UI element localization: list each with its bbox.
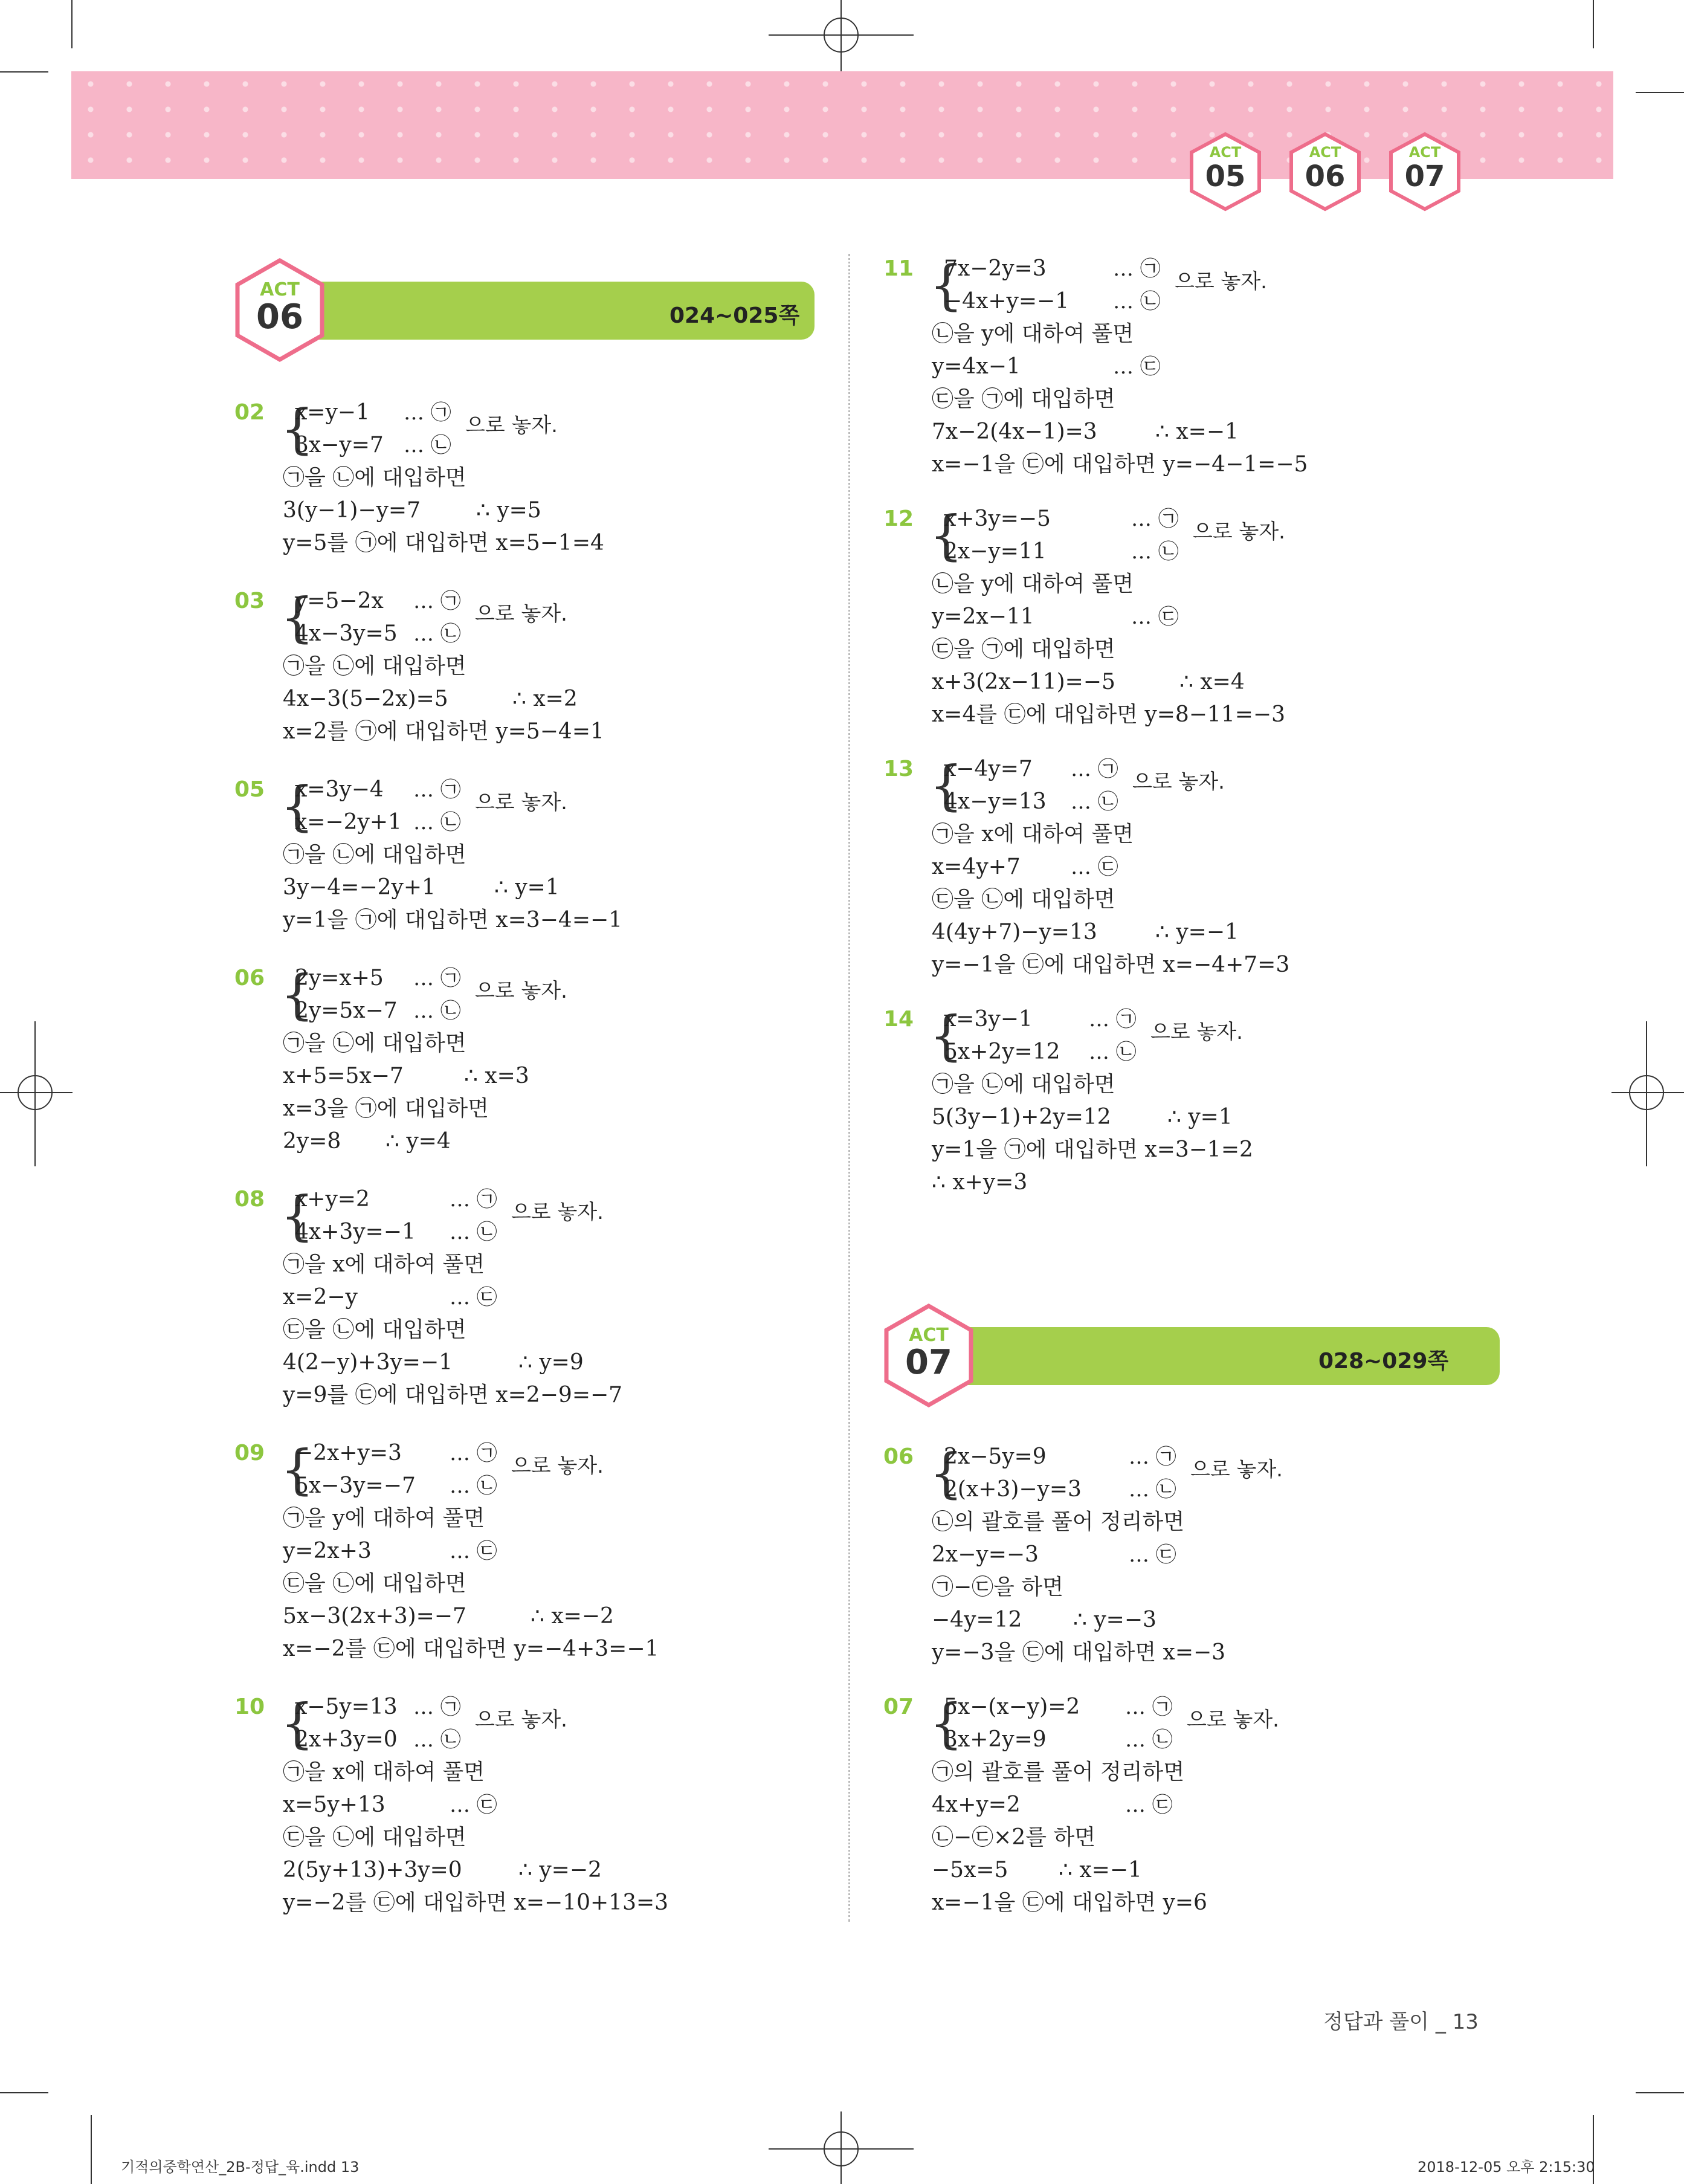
marker-1: … ㉠	[1129, 1445, 1176, 1469]
brace-icon: {	[929, 1442, 963, 1504]
solution-line: ㉢을 ㉡에 대입하면	[283, 1317, 466, 1342]
step-result: ∴ x=−2	[531, 1604, 614, 1629]
equation-system	[280, 396, 604, 462]
brace-icon: {	[929, 1692, 963, 1754]
marker-1: … ㉠	[450, 1187, 497, 1212]
equation-system	[280, 962, 567, 1027]
step-result: ∴ y=9	[518, 1350, 584, 1375]
step-result: ∴ y=−1	[1155, 920, 1239, 945]
system-suffix: 으로 놓자.	[475, 979, 567, 1003]
equation-2: 4x−3y=5	[295, 621, 398, 646]
equation-system	[929, 1441, 1283, 1506]
problem-number: 07	[883, 1695, 914, 1719]
step-equation: y=2x−11	[932, 604, 1034, 629]
marker-2: … ㉡	[413, 1728, 461, 1752]
crop-mark-top-left-h	[0, 71, 48, 73]
equation-2: 4x−y=13	[944, 789, 1047, 814]
marker-3: … ㉢	[1113, 355, 1161, 379]
crop-mark-top-left-v	[71, 0, 73, 48]
solution-line: ㉠을 y에 대하여 풀면	[283, 1506, 485, 1531]
equation-system	[280, 1437, 659, 1502]
solution-line: y=1을 ㉠에 대입하면 x=3−1=2	[932, 1137, 1253, 1162]
system-suffix: 으로 놓자.	[511, 1200, 604, 1224]
solution-line: ㉠을 ㉡에 대입하면	[283, 654, 466, 679]
step-equation: 2y=8	[283, 1129, 341, 1154]
system-suffix: 으로 놓자.	[1190, 1458, 1283, 1482]
problem-body	[929, 753, 1290, 981]
act-tab-label: ACT	[1408, 144, 1441, 161]
solution-line	[283, 1281, 622, 1314]
marker-2: … ㉡	[1125, 1728, 1173, 1752]
solution-line: x=3을 ㉠에 대입하면	[283, 1096, 489, 1121]
system-suffix: 으로 놓자.	[511, 1454, 604, 1478]
step-equation: y=4x−1	[932, 354, 1021, 379]
marker-1: … ㉠	[1089, 1007, 1137, 1032]
problem-body	[280, 962, 567, 1158]
brace-icon: {	[280, 398, 314, 460]
problem-number: 03	[234, 589, 265, 613]
equation-2: 4x+3y=−1	[295, 1220, 416, 1244]
equation-1: 5x−(x−y)=2	[944, 1695, 1080, 1719]
solution-line	[283, 683, 604, 716]
crop-mark-bottom-left-v	[91, 2115, 92, 2184]
solution-line	[932, 1101, 1253, 1134]
solution-line: ∴ x+y=3	[932, 1170, 1028, 1195]
marker-2: … ㉡	[404, 433, 451, 457]
brace-icon: {	[280, 586, 314, 648]
equation-2: 3x−y=7	[295, 433, 384, 457]
problem-body	[929, 503, 1285, 731]
step-equation: 5(3y−1)+2y=12	[932, 1105, 1111, 1129]
solution-line: y=−1을 ㉢에 대입하면 x=−4+7=3	[932, 952, 1290, 977]
problem-number: 11	[883, 256, 914, 281]
solution-line: ㉠−㉢을 하면	[932, 1575, 1063, 1600]
solution-line	[283, 1600, 659, 1633]
brace-icon: {	[280, 1692, 314, 1754]
equation-1: x=3y−4	[295, 777, 384, 802]
system-suffix: 으로 놓자.	[1187, 1708, 1279, 1732]
solution-line	[932, 1854, 1207, 1887]
crop-mark-bottom-right-h	[1636, 2092, 1684, 2093]
marker-2: … ㉡	[450, 1474, 497, 1498]
step-equation: y=2x+3	[283, 1539, 372, 1563]
problem-number: 09	[234, 1441, 265, 1465]
equation-2: 2(x+3)−y=3	[944, 1477, 1082, 1502]
step-result: ∴ x=2	[512, 687, 578, 711]
equation-1: x+y=2	[295, 1187, 370, 1212]
solution-line: ㉡을 y에 대하여 풀면	[932, 321, 1134, 346]
solution-line: ㉢을 ㉠에 대입하면	[932, 387, 1115, 412]
brace-icon: {	[929, 754, 963, 816]
solution-line: y=1을 ㉠에 대입하면 x=3−4=−1	[283, 908, 623, 932]
step-result: ∴ y=5	[476, 498, 541, 523]
problem-body	[280, 1691, 669, 1919]
marker-1: … ㉠	[1071, 757, 1118, 781]
solution-line: x=4를 ㉢에 대입하면 y=8−11=−3	[932, 702, 1285, 727]
system-suffix: 으로 놓자.	[1175, 270, 1267, 294]
registration-mark-right	[1611, 1021, 1684, 1166]
equation-1: x=y−1	[295, 400, 370, 425]
act-tab-05	[1189, 132, 1262, 212]
crop-mark-top-right-h	[1636, 92, 1684, 93]
solution-line: ㉠을 x에 대하여 풀면	[283, 1252, 485, 1277]
equation-system	[280, 774, 622, 839]
equation-2: 5x−3y=−7	[295, 1473, 416, 1498]
solution-line: ㉢을 ㉡에 대입하면	[932, 887, 1115, 912]
equation-2: 5x+2y=12	[944, 1039, 1060, 1064]
solution-line: x=2를 ㉠에 대입하면 y=5−4=1	[283, 719, 604, 744]
problem-body	[280, 1437, 659, 1665]
equation-system	[280, 1691, 668, 1756]
equation-2: −4x+y=−1	[944, 289, 1069, 314]
step-result: ∴ y=−2	[518, 1858, 602, 1882]
equation-system	[280, 585, 604, 650]
crop-mark-top-right-v	[1593, 0, 1594, 48]
marker-2: … ㉡	[413, 999, 461, 1023]
brace-icon: {	[929, 1004, 963, 1067]
problem-body	[280, 585, 604, 748]
equation-system	[929, 1691, 1279, 1756]
equation-1: x=3y−1	[944, 1007, 1033, 1032]
problem-number: 10	[234, 1695, 265, 1719]
solution-line: y=9를 ㉢에 대입하면 x=2−9=−7	[283, 1383, 623, 1407]
marker-2: … ㉡	[413, 810, 461, 835]
system-suffix: 으로 놓자.	[465, 413, 558, 438]
problem-body	[929, 1003, 1253, 1199]
section-act-label: ACT	[260, 279, 300, 300]
step-equation: x=4y+7	[932, 855, 1021, 879]
equation-2: 2y=5x−7	[295, 998, 398, 1023]
act-tab-number: 07	[1404, 160, 1445, 193]
problem-number: 02	[234, 400, 265, 425]
registration-mark-bottom	[769, 2111, 914, 2184]
section-header-act-07	[883, 1303, 1463, 1412]
marker-1: … ㉠	[1113, 257, 1161, 281]
step-equation: 4x+y=2	[932, 1792, 1021, 1817]
solution-line	[283, 1789, 668, 1821]
marker-3: … ㉢	[450, 1539, 497, 1563]
equation-1: 2x−5y=9	[944, 1444, 1047, 1469]
solution-line: ㉡의 괄호를 풀어 정리하면	[932, 1510, 1185, 1534]
brace-icon: {	[280, 1184, 314, 1247]
marker-3: … ㉢	[450, 1285, 497, 1310]
problem-number: 05	[234, 777, 265, 802]
step-equation: −5x=5	[932, 1858, 1008, 1882]
equation-1: x−5y=13	[295, 1695, 398, 1719]
act-tab-07	[1389, 132, 1461, 212]
column-divider	[848, 254, 850, 1922]
solution-line	[283, 1060, 529, 1093]
brace-icon: {	[929, 504, 963, 566]
marker-2: … ㉡	[1071, 790, 1118, 814]
header-band	[71, 71, 1613, 179]
step-result: ∴ y=1	[1167, 1105, 1233, 1129]
solution-line	[283, 1535, 659, 1568]
equation-1: y=5−2x	[295, 589, 384, 613]
page-label: 정답과 풀이 _ 13	[1323, 2010, 1479, 2034]
registration-mark-left	[0, 1021, 73, 1166]
section-pages: 024~025쪽	[669, 303, 800, 328]
step-equation: 4(2−y)+3y=−1	[283, 1350, 453, 1375]
marker-3: … ㉢	[1071, 855, 1118, 879]
problem-body	[929, 1441, 1283, 1669]
equation-1: −2x+y=3	[295, 1441, 402, 1465]
solution-line: ㉠을 ㉡에 대입하면	[283, 1031, 466, 1056]
solution-line: y=5를 ㉠에 대입하면 x=5−1=4	[283, 531, 604, 555]
solution-line: ㉠을 ㉡에 대입하면	[283, 842, 466, 867]
equation-1: x−4y=7	[944, 757, 1033, 781]
problem-body	[280, 774, 623, 937]
marker-2: … ㉡	[1089, 1040, 1137, 1064]
system-suffix: 으로 놓자.	[1193, 520, 1285, 544]
solution-line	[932, 851, 1289, 884]
step-equation: 4x−3(5−2x)=5	[283, 687, 448, 711]
step-result: ∴ x=3	[464, 1064, 529, 1088]
solution-line	[283, 1346, 622, 1379]
section-act-number: 06	[256, 297, 303, 337]
solution-line: ㉠의 괄호를 풀어 정리하면	[932, 1760, 1185, 1785]
step-equation: 4(4y+7)−y=13	[932, 920, 1097, 945]
equation-system	[929, 253, 1308, 318]
step-equation: 2x−y=−3	[932, 1542, 1039, 1567]
solution-line	[932, 601, 1285, 633]
step-equation: 5x−3(2x+3)=−7	[283, 1604, 466, 1629]
solution-line	[932, 1604, 1225, 1636]
solution-line: ㉡을 y에 대하여 풀면	[932, 572, 1134, 596]
step-result: ∴ y=−3	[1073, 1607, 1157, 1632]
equation-system	[929, 1003, 1253, 1068]
equation-system	[929, 503, 1285, 568]
marker-1: … ㉠	[1131, 507, 1179, 531]
marker-2: … ㉡	[1129, 1478, 1176, 1502]
marker-2: … ㉡	[1131, 540, 1179, 564]
step-equation: x+3(2x−11)=−5	[932, 670, 1115, 694]
step-equation: x=2−y	[283, 1285, 358, 1310]
problem-number: 13	[883, 757, 914, 781]
problem-number: 06	[234, 966, 265, 990]
file-info: 기적의중학연산_2B-정답_육.indd 13	[121, 2159, 360, 2176]
equation-1: 2y=x+5	[295, 966, 384, 990]
solution-line	[932, 416, 1308, 448]
problem-number: 08	[234, 1187, 265, 1212]
brace-icon: {	[280, 775, 314, 837]
system-suffix: 으로 놓자.	[1132, 770, 1225, 794]
solution-line: ㉠을 x에 대하여 풀면	[283, 1760, 485, 1785]
solution-line	[932, 666, 1285, 699]
section-act-number: 07	[905, 1343, 952, 1382]
system-suffix: 으로 놓자.	[475, 790, 567, 815]
crop-mark-bottom-left-h	[0, 2092, 48, 2093]
solution-line: x=−1을 ㉢에 대입하면 y=6	[932, 1890, 1207, 1915]
step-result: ∴ x=4	[1179, 670, 1245, 694]
brace-icon: {	[929, 254, 963, 316]
step-equation: x=5y+13	[283, 1792, 386, 1817]
solution-line: ㉢을 ㉡에 대입하면	[283, 1571, 466, 1596]
act-tab-number: 05	[1205, 160, 1246, 193]
step-equation: 7x−2(4x−1)=3	[932, 419, 1097, 444]
marker-1: … ㉠	[413, 778, 461, 802]
equation-1: x+3y=−5	[944, 506, 1051, 531]
marker-2: … ㉡	[1113, 289, 1161, 314]
step-result: ∴ x=−1	[1059, 1858, 1142, 1882]
solution-line: y=−3을 ㉢에 대입하면 x=−3	[932, 1640, 1226, 1665]
step-result: ∴ y=1	[494, 875, 560, 900]
step-equation: −4y=12	[932, 1607, 1022, 1632]
solution-line	[932, 351, 1308, 383]
marker-1: … ㉠	[1125, 1695, 1173, 1719]
marker-1: … ㉠	[413, 966, 461, 990]
step-result: ∴ y=4	[386, 1129, 451, 1154]
marker-3: … ㉢	[450, 1793, 497, 1817]
step-equation: 3y−4=−2y+1	[283, 875, 436, 900]
act-tab-number: 06	[1305, 160, 1346, 193]
print-timestamp: 2018-12-05 오후 2:15:30	[1418, 2159, 1595, 2176]
system-suffix: 으로 놓자.	[475, 602, 567, 626]
solution-line: ㉡−㉢×2를 하면	[932, 1825, 1096, 1850]
problem-body	[929, 253, 1308, 481]
marker-3: … ㉢	[1125, 1793, 1173, 1817]
equation-system	[929, 753, 1289, 818]
equation-2: 2x+3y=0	[295, 1727, 398, 1752]
solution-line	[932, 1539, 1225, 1571]
marker-2: … ㉡	[413, 622, 461, 646]
solution-line	[932, 916, 1289, 949]
system-suffix: 으로 놓자.	[1150, 1020, 1243, 1044]
brace-icon: {	[280, 1438, 314, 1501]
marker-3: … ㉢	[1131, 605, 1179, 629]
problem-body	[280, 396, 604, 560]
equation-2: 3x+2y=9	[944, 1727, 1047, 1752]
equation-2: x=−2y+1	[295, 810, 402, 835]
marker-1: … ㉠	[450, 1441, 497, 1465]
marker-1: … ㉠	[404, 401, 451, 425]
solution-line	[283, 494, 604, 527]
step-equation: 3(y−1)−y=7	[283, 498, 421, 523]
problem-body	[929, 1691, 1279, 1919]
solution-line	[932, 1789, 1207, 1821]
step-equation: 2(5y+13)+3y=0	[283, 1858, 462, 1882]
solution-line	[283, 1854, 668, 1887]
equation-system	[280, 1183, 622, 1249]
solution-line: ㉢을 ㉠에 대입하면	[932, 637, 1115, 662]
system-suffix: 으로 놓자.	[475, 1708, 567, 1732]
problem-body	[280, 1183, 623, 1412]
solution-line: y=−2를 ㉢에 대입하면 x=−10+13=3	[283, 1890, 669, 1915]
act-tab-label: ACT	[1209, 144, 1242, 161]
marker-1: … ㉠	[413, 589, 461, 613]
marker-1: … ㉠	[413, 1695, 461, 1719]
solution-line: x=−2를 ㉢에 대입하면 y=−4+3=−1	[283, 1636, 659, 1661]
step-result: ∴ x=−1	[1155, 419, 1239, 444]
brace-icon: {	[280, 963, 314, 1026]
solution-line	[283, 871, 622, 904]
solution-line: ㉠을 x에 대하여 풀면	[932, 822, 1134, 847]
section-pages: 028~029쪽	[1318, 1349, 1449, 1374]
solution-line: ㉠을 ㉡에 대입하면	[932, 1072, 1115, 1097]
problem-number: 14	[883, 1007, 914, 1032]
registration-mark-top	[769, 0, 914, 73]
marker-2: … ㉡	[450, 1220, 497, 1244]
solution-line	[283, 1125, 489, 1158]
problem-number: 12	[883, 506, 914, 531]
solution-line: ㉢을 ㉡에 대입하면	[283, 1825, 466, 1850]
step-equation: x+5=5x−7	[283, 1064, 404, 1088]
problem-number: 06	[883, 1444, 914, 1469]
solution-line: x=−1을 ㉢에 대입하면 y=−4−1=−5	[932, 452, 1308, 477]
solution-line: ㉠을 ㉡에 대입하면	[283, 465, 466, 490]
section-hex	[234, 257, 325, 363]
section-header-act-06	[234, 257, 815, 366]
section-hex	[883, 1303, 974, 1408]
equation-2: 2x−y=11	[944, 539, 1047, 564]
section-act-label: ACT	[909, 1325, 949, 1346]
act-tab-label: ACT	[1309, 144, 1341, 161]
equation-1: 7x−2y=3	[944, 256, 1047, 281]
act-tab-06	[1289, 132, 1361, 212]
marker-3: … ㉢	[1129, 1543, 1176, 1567]
